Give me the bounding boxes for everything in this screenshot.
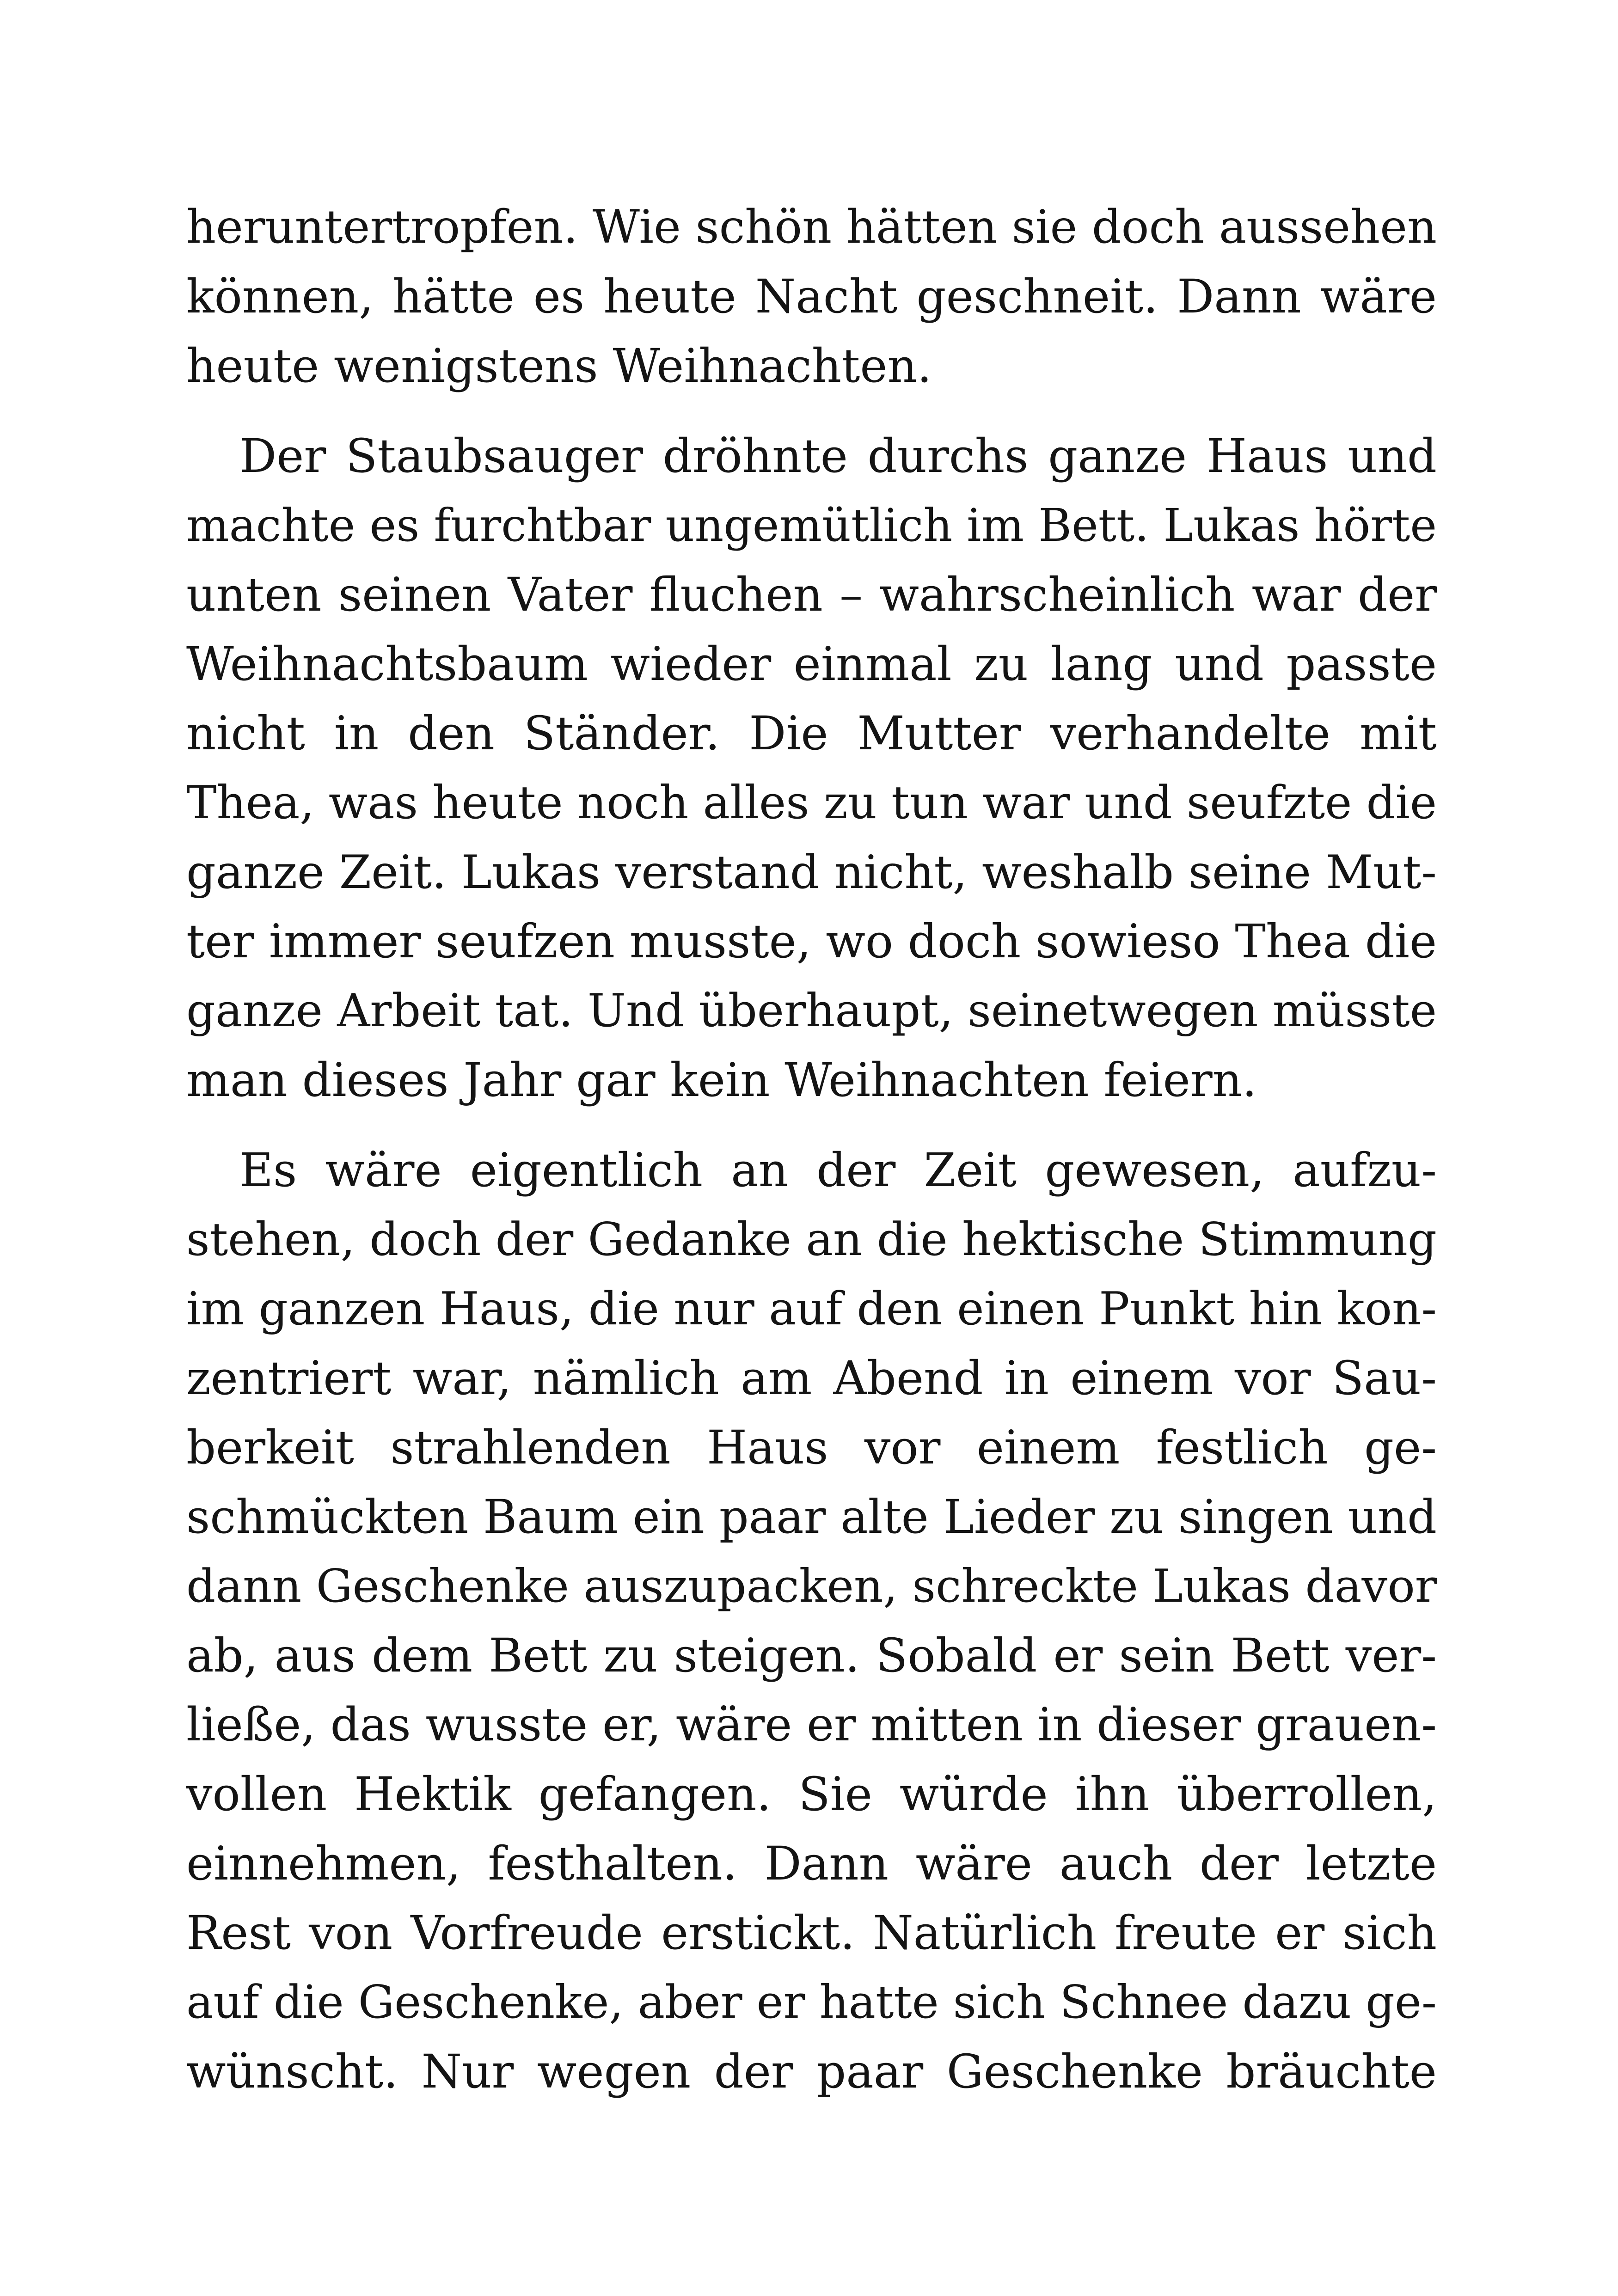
text-line: schmückten Baum ein paar alte Lieder zu singen und — [186, 1490, 1437, 1544]
text-line: können, hätte es heute Nacht geschneit. Dann wäre — [186, 269, 1437, 324]
text-line: wünscht. Nur wegen der paar Geschenke bräuchte — [186, 2045, 1437, 2099]
text-line: ließe, das wusste er, wäre er mitten in dieser grauen- — [186, 1698, 1437, 1751]
text-line: nicht in den Ständer. Die Mutter verhandelte mit — [186, 706, 1437, 760]
text-line: Der Staubsauger dröhnte durchs ganze Haus und — [239, 429, 1437, 483]
text-line: ter immer seufzen musste, wo doch sowieso Thea die — [186, 914, 1437, 968]
text-line: Es wäre eigentlich an der Zeit gewesen, aufzu- — [239, 1143, 1437, 1197]
text-line: berkeit strahlenden Haus vor einem festlich ge- — [186, 1420, 1437, 1475]
text-line: auf die Geschenke, aber er hatte sich Schnee dazu ge- — [186, 1976, 1437, 2029]
text-line: zentriert war, nämlich am Abend in einem vor Sau- — [186, 1351, 1437, 1405]
text-line: ganze Arbeit tat. Und überhaupt, seinetwegen müsste — [186, 985, 1437, 1037]
body-text — [186, 193, 1437, 2106]
text-line: dann Geschenke auszupacken, schreckte Lukas davor — [186, 1560, 1437, 1613]
text-line: heute wenigstens Weihnachten. — [186, 339, 932, 393]
paragraph-3 — [186, 1136, 1437, 2106]
text-line: man dieses Jahr gar kein Weihnachten feiern. — [186, 1053, 1257, 1107]
text-line: vollen Hektik gefangen. Sie würde ihn überrollen, — [186, 1767, 1437, 1821]
text-line: ganze Zeit. Lukas verstand nicht, weshalb seine Mut- — [186, 845, 1437, 899]
text-line: heruntertropfen. Wie schön hätten sie doch aussehen — [186, 201, 1437, 254]
text-line: machte es furchtbar ungemütlich im Bett. Lukas hörte — [186, 499, 1437, 552]
paragraph-2 — [186, 422, 1437, 1115]
text-line: Rest von Vorfreude erstickt. Natürlich freute er sich — [186, 1906, 1437, 1960]
paragraph-1 — [186, 193, 1437, 401]
text-line: einnehmen, festhalten. Dann wäre auch der letzte — [186, 1837, 1437, 1891]
text-line: Weihnachtsbaum wieder einmal zu lang und passte — [186, 637, 1437, 691]
text-line: im ganzen Haus, die nur auf den einen Punkt hin kon- — [186, 1282, 1437, 1335]
text-line: unten seinen Vater fluchen – wahrscheinlich war der — [186, 568, 1437, 622]
text-line: Thea, was heute noch alles zu tun war und seufzte die — [186, 777, 1437, 829]
text-line: stehen, doch der Gedanke an die hektische Stimmung — [186, 1213, 1437, 1266]
text-line: ab, aus dem Bett zu steigen. Sobald er sein Bett ver- — [186, 1629, 1437, 1683]
